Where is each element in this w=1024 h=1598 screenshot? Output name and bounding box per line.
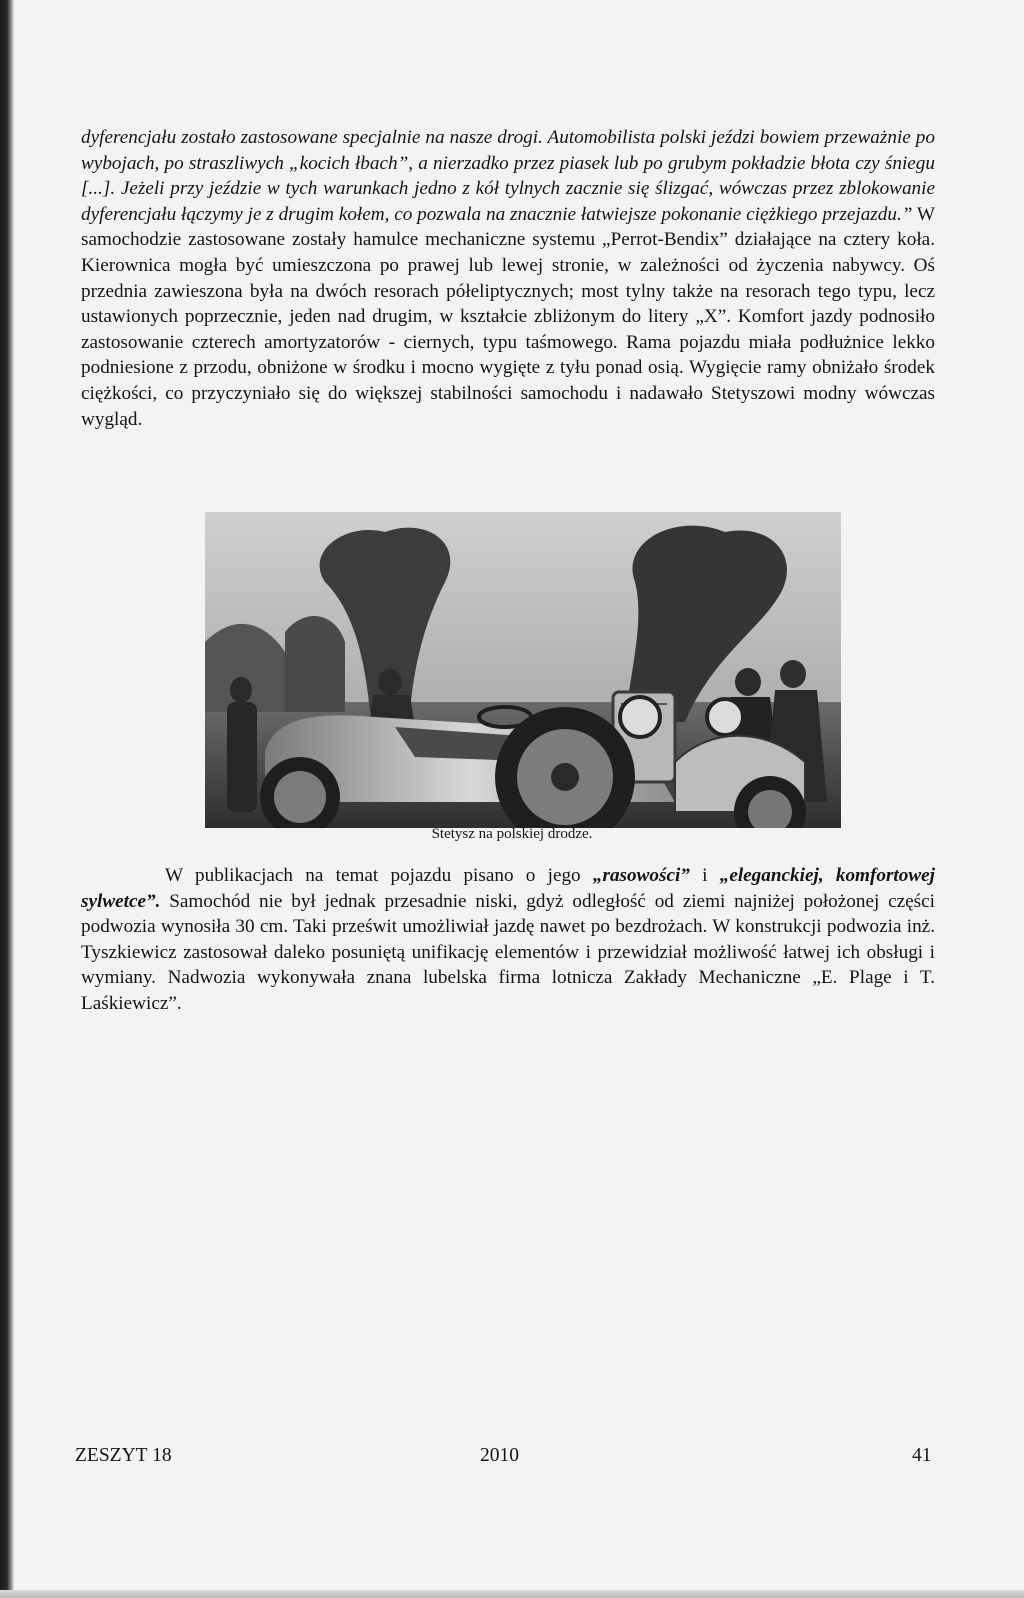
car-photo-illustration xyxy=(205,512,841,828)
car-photograph xyxy=(205,512,841,828)
footer-year: 2010 xyxy=(480,1445,519,1466)
body-text: i xyxy=(689,865,720,886)
body-paragraph-1 xyxy=(81,125,935,432)
quoted-text: „eleganckiej, komfortowej sylwetce”. xyxy=(81,865,935,912)
page-bottom-edge xyxy=(0,1590,1024,1598)
body-paragraph-2 xyxy=(81,863,935,1017)
quoted-text: „rasowości” xyxy=(592,865,690,886)
footer-issue: ZESZYT 18 xyxy=(75,1445,172,1466)
figure-caption: Stetysz na polskiej drodze. xyxy=(431,826,593,842)
body-text: W samochodzie zastosowane zostały hamulce mechaniczne systemu „Perrot-Bendix” działające na cztery koła. Kierownica mogła być umieszczona po prawej lub lewej stronie, w zależności od życzenia nabywcy. Oś przednia zawieszona była na dwóch resorach półeliptycznych; most tylny także na resorach tego typu, lecz ustawionych poprzecznie, jeden nad drugim, w kształcie zbliżonym do litery „X”. Komfort jazdy podnosiło zastosowanie czterech amortyzatorów - ciernych, typu taśmowego. Rama pojazdu miała podłużnice lekko podniesione z przodu, obniżone w środku i mocno wygięte z tyłu ponad osią. Wygięcie ramy obniżało środek ciężkości, co przyczyniało się do większej stabilności samochodu i nadawało Stetyszowi modny wówczas wygląd. xyxy=(81,203,936,430)
body-text: W publikacjach na temat pojazdu pisano o jego xyxy=(165,865,593,886)
quoted-text: dyferencjału zostało zastosowane specjalnie na nasze drogi. Automobilista polski jeździ bowiem przeważnie po wybojach, po straszliwych „kocich łbach”, a nierzadko przez piasek lub po grubym pokładzie błota czy śniegu [...]. Jeżeli przy jeździe w tych warunkach jedno z kół tylnych zacznie się ślizgać, wówczas przez zblokowanie dyferencjału łączymy je z drugim kołem, co pozwala na znacznie łatwiejsze pokonanie ciężkiego przejazdu.” xyxy=(81,127,935,225)
page-number: 41 xyxy=(912,1445,932,1466)
body-text: Samochód nie był jednak przesadnie niski, gdyż odległość od ziemi najniżej położonej części podwozia wynosiła 30 cm. Taki prześwit umożliwiał jazdę nawet po bezdrożach. W konstrukcji podwozia inż. Tyszkiewicz zastosował daleko posuniętą unifikację elementów i przewidział możliwość łatwej ich obsługi i wymiany. Nadwozia wykonywała znana lubelska firma lotnicza Zakłady Mechaniczne „E. Plage i T. Laśkiewicz”. xyxy=(81,890,935,1014)
page-binding-edge xyxy=(0,0,14,1598)
